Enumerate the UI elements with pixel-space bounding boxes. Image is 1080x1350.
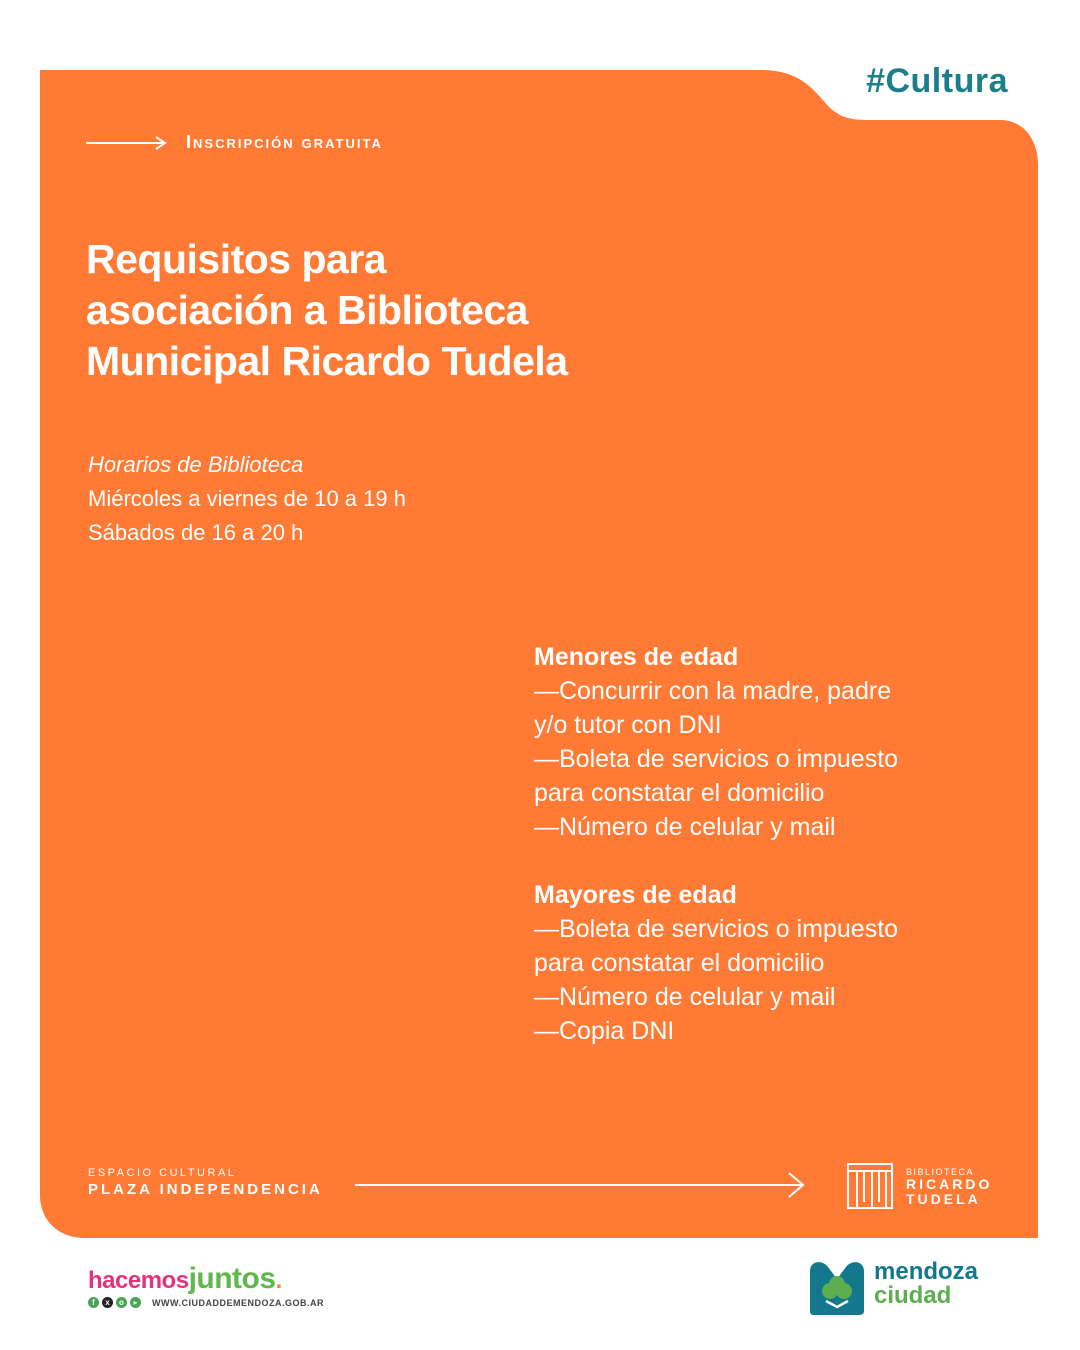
adults-heading: Mayores de edad [534, 881, 737, 909]
requirement-line: —Concurrir con la madre, padre [534, 677, 892, 705]
youtube-icon[interactable]: ▸ [130, 1297, 141, 1308]
library-logo-icon [846, 1162, 894, 1210]
library-hours [88, 448, 406, 550]
requirement-line: y/o tutor con DNI [534, 711, 722, 739]
venue-big: PLAZA INDEPENDENCIA [88, 1181, 323, 1198]
requirement-line: para constatar el domicilio [534, 949, 825, 977]
hours-heading: Horarios de Biblioteca [88, 452, 304, 477]
minors-requirements [534, 640, 898, 844]
hours-saturday: Sábados de 16 a 20 h [88, 520, 304, 545]
requirement-line: —Copia DNI [534, 1017, 675, 1045]
registration-tag-label: Inscripción gratuita [186, 132, 383, 152]
mc-line-2: ciudad [874, 1282, 952, 1309]
venue-small: ESPACIO CULTURAL [88, 1167, 237, 1179]
website-link[interactable]: WWW.CIUDADDEMENDOZA.GOB.AR [152, 1297, 324, 1308]
library-name-line: TUDELA [906, 1191, 981, 1207]
title-line: asociación a Biblioteca [86, 287, 528, 333]
requirement-line: —Boleta de servicios o impuesto [534, 915, 899, 943]
mendoza-ciudad-logo-icon [806, 1257, 868, 1317]
adults-requirements [534, 878, 898, 1048]
x-icon[interactable]: x [102, 1297, 113, 1308]
minors-heading: Menores de edad [534, 643, 739, 671]
hj-part-3: . [275, 1267, 282, 1294]
mc-line-1: mendoza [874, 1258, 979, 1285]
page-title [86, 234, 568, 387]
hours-weekdays: Miércoles a viernes de 10 a 19 h [88, 486, 406, 511]
library-small: BIBLIOTECA [906, 1167, 975, 1177]
facebook-icon[interactable]: f [88, 1297, 99, 1308]
requirement-line: —Número de celular y mail [534, 983, 836, 1011]
long-arrow-icon [355, 1170, 807, 1200]
requirement-line: —Número de celular y mail [534, 813, 836, 841]
hashtag-label: #Cultura [866, 62, 1008, 100]
hj-part-2: juntos [188, 1262, 276, 1295]
requirement-line: —Boleta de servicios o impuesto [534, 745, 899, 773]
arrow-right-icon [86, 136, 168, 150]
venue-label [88, 1167, 323, 1198]
hj-part-1: hacemos [88, 1267, 189, 1294]
instagram-icon[interactable]: o [116, 1297, 127, 1308]
library-name-line: RICARDO [906, 1176, 993, 1192]
registration-tag [86, 132, 383, 153]
hacemos-juntos-logo [88, 1262, 282, 1296]
title-line: Requisitos para [86, 236, 387, 282]
title-line: Municipal Ricardo Tudela [86, 338, 568, 384]
mendoza-ciudad-wordmark [874, 1260, 978, 1308]
library-label [906, 1167, 992, 1207]
requirement-line: para constatar el domicilio [534, 779, 825, 807]
social-row [88, 1297, 324, 1308]
